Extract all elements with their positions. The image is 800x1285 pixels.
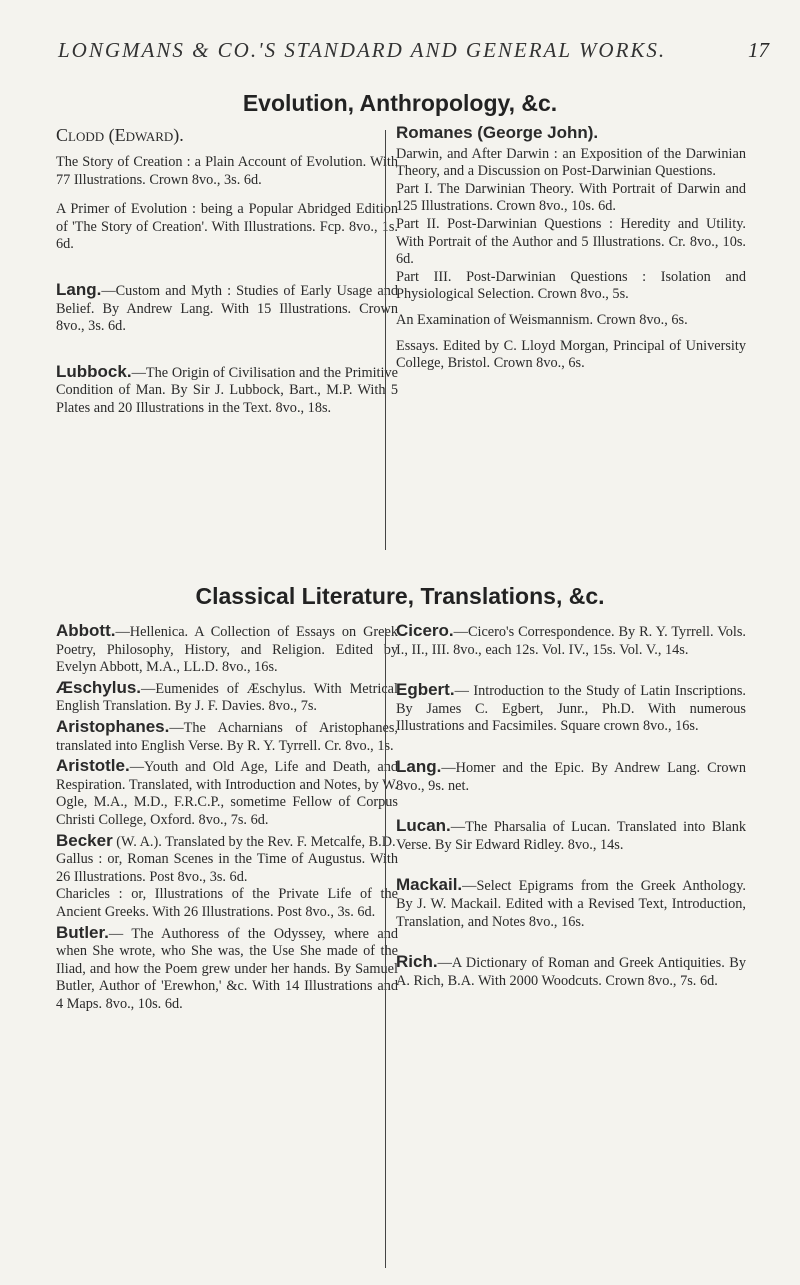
entry-text: Charicles : or, Illustrations of the Private Life of the Ancient Greeks. With 26 Illustrations. Post 8vo., 3s. 6d. <box>56 886 398 920</box>
entry-text: Part II. Post-Darwinian Questions : Heredity and Utility. With Portrait of the Author and 5 Illustrations. Cr. 8vo., 10s. 6d. <box>396 215 746 268</box>
entry-heading: Lucan. <box>396 816 451 836</box>
entry-text: —Select Epigrams from the Greek Anthology. By J. W. Mackail. Edited with a Revised Text, Introduction, Translation, and Notes 8vo., 16s. <box>396 878 746 930</box>
entry-heading: Romanes (George John). <box>396 123 599 142</box>
evolution-left-column <box>56 124 398 431</box>
entry-text: —The Acharnians of Aristophanes, translated into English Verse. By R. Y. Tyrrell. Cr. 8vo., 1s. <box>56 719 398 754</box>
entry-heading: Abbott. <box>56 621 116 640</box>
entry-text: —Cicero's Correspondence. By R. Y. Tyrrell. Vols. I., II., III. 8vo., each 12s. Vol. IV., 15s. Vol. V., 14s. <box>396 624 746 658</box>
entry-heading: Lubbock. <box>56 361 132 381</box>
entry-aristophanes <box>56 718 398 755</box>
section-heading-classical: Classical Literature, Translations, &c. <box>195 583 605 609</box>
entry-butler <box>56 924 398 1014</box>
entry-lucan <box>396 817 746 854</box>
entry-text: An Examination of Weismannism. Crown 8vo., 6s. <box>396 311 688 328</box>
entry-heading: Becker <box>56 830 113 850</box>
entry-lang <box>56 281 398 336</box>
entry-text: Essays. Edited by C. Lloyd Morgan, Principal of University College, Bristol. Crown 8vo., 6s. <box>396 337 746 372</box>
entry-heading: Egbert. <box>396 680 455 700</box>
entry-heading: Aristotle. <box>56 756 130 776</box>
entry-heading: Lang. <box>396 756 442 776</box>
entry-cicero <box>396 622 746 659</box>
entry-text: —The Origin of Civilisation and the Primitive Condition of Man. By Sir J. Lubbock, Bart., M.P. With 5 Plates and 20 Illustrations in the Text. 8vo., 18s. <box>56 364 398 416</box>
entry-text: —Custom and Myth : Studies of Early Usage and Belief. By Andrew Lang. With 15 Illustrations. Crown 8vo., 3s. 6d. <box>56 282 398 335</box>
entry-text: Part I. The Darwinian Theory. With Portrait of Darwin and 125 Illustrations. Crown 8vo., 10s. 6d. <box>396 180 746 215</box>
entry-rich <box>396 953 746 990</box>
evolution-right-column <box>396 124 746 386</box>
entry-abbott <box>56 622 398 677</box>
running-head-title: LONGMANS & CO.'S STANDARD AND GENERAL WORKS. <box>58 38 667 62</box>
entry-heading: Mackail. <box>396 875 463 895</box>
classical-right-column <box>396 622 746 1003</box>
entry-aristotle <box>56 757 398 829</box>
entry-text: Gallus : or, Roman Scenes in the Time of Augustus. With 26 Illustrations. Post 8vo., 3s. 6d. <box>56 851 398 885</box>
entry-text: — The Authoress of the Odyssey, where and when She wrote, who She was, the Use She made of the Iliad, and how the Poem grew under her hands. By Samuel Butler, Author of 'Erewhon,' &c. With 14 Illustrations and 4 Maps. 8vo., 10s. 6d. <box>56 925 398 1012</box>
entry-romanes <box>396 124 746 373</box>
entry-aeschylus <box>56 679 398 716</box>
section-heading-evolution: Evolution, Anthropology, &c. <box>242 90 558 116</box>
entry-text: Darwin, and After Darwin : an Exposition of the Darwinian Theory, and a Discussion on Post-Darwinian Questions. <box>396 145 746 180</box>
entry-text: —The Pharsalia of Lucan. Translated into Blank Verse. By Sir Edward Ridley. 8vo., 14s. <box>396 819 746 853</box>
column-rule <box>385 628 386 1268</box>
page-number: 17 <box>748 38 769 62</box>
entry-text: Part III. Post-Darwinian Questions : Isolation and Physiological Selection. Crown 8vo., 5s. <box>396 268 746 303</box>
entry-text: A Primer of Evolution : being a Popular Abridged Edition of 'The Story of Creation'. With Illustrations. Fcp. 8vo., 1s. 6d. <box>56 201 398 253</box>
entry-text: The Story of Creation : a Plain Account of Evolution. With 77 Illustrations. Crown 8vo., 3s. 6d. <box>56 154 398 188</box>
entry-heading: Æschylus. <box>56 677 142 697</box>
entry-text: —Hellenica. A Collection of Essays on Greek Poetry, Philosophy, History, and Religion. Edited by Evelyn Abbott, M.A., LL.D. 8vo., 16s. <box>56 624 398 676</box>
entry-heading: Rich. <box>396 952 438 972</box>
entry-heading: Butler. <box>56 922 109 942</box>
entry-heading: Aristophanes. <box>56 716 170 736</box>
column-rule <box>385 130 386 550</box>
entry-text: —Eumenides of Æschylus. With Metrical English Translation. By J. F. Davies. 8vo., 7s. <box>56 680 398 715</box>
entry-heading: Clodd (Edward). <box>56 125 184 145</box>
entry-egbert <box>396 681 746 736</box>
entry-mackail <box>396 876 746 931</box>
entry-clodd <box>56 124 398 254</box>
entry-becker <box>56 832 398 922</box>
entry-text: —A Dictionary of Roman and Greek Antiquities. By A. Rich, B.A. With 2000 Woodcuts. Crown 8vo., 7s. 6d. <box>396 955 746 989</box>
entry-heading: Cicero. <box>396 621 454 640</box>
entry-text: — Introduction to the Study of Latin Inscriptions. By James C. Egbert, Junr., Ph.D. With numerous Illustrations and Facsimiles. Square crown 8vo., 16s. <box>396 683 746 735</box>
entry-text: —Youth and Old Age, Life and Death, and Respiration. Translated, with Introduction and Notes, by W. Ogle, M.A., M.D., F.R.C.P., sometime Fellow of Corpus Christi College, Oxford. 8vo., 7s. 6d. <box>56 759 398 828</box>
classical-left-column <box>56 622 398 1026</box>
entry-text: —Homer and the Epic. By Andrew Lang. Crown 8vo., 9s. net. <box>396 759 746 794</box>
entry-lubbock <box>56 363 398 418</box>
entry-lang-homer <box>396 758 746 795</box>
entry-text: (W. A.). Translated by the Rev. F. Metcalfe, B.D. <box>116 833 396 850</box>
entry-heading: Lang. <box>56 279 102 299</box>
